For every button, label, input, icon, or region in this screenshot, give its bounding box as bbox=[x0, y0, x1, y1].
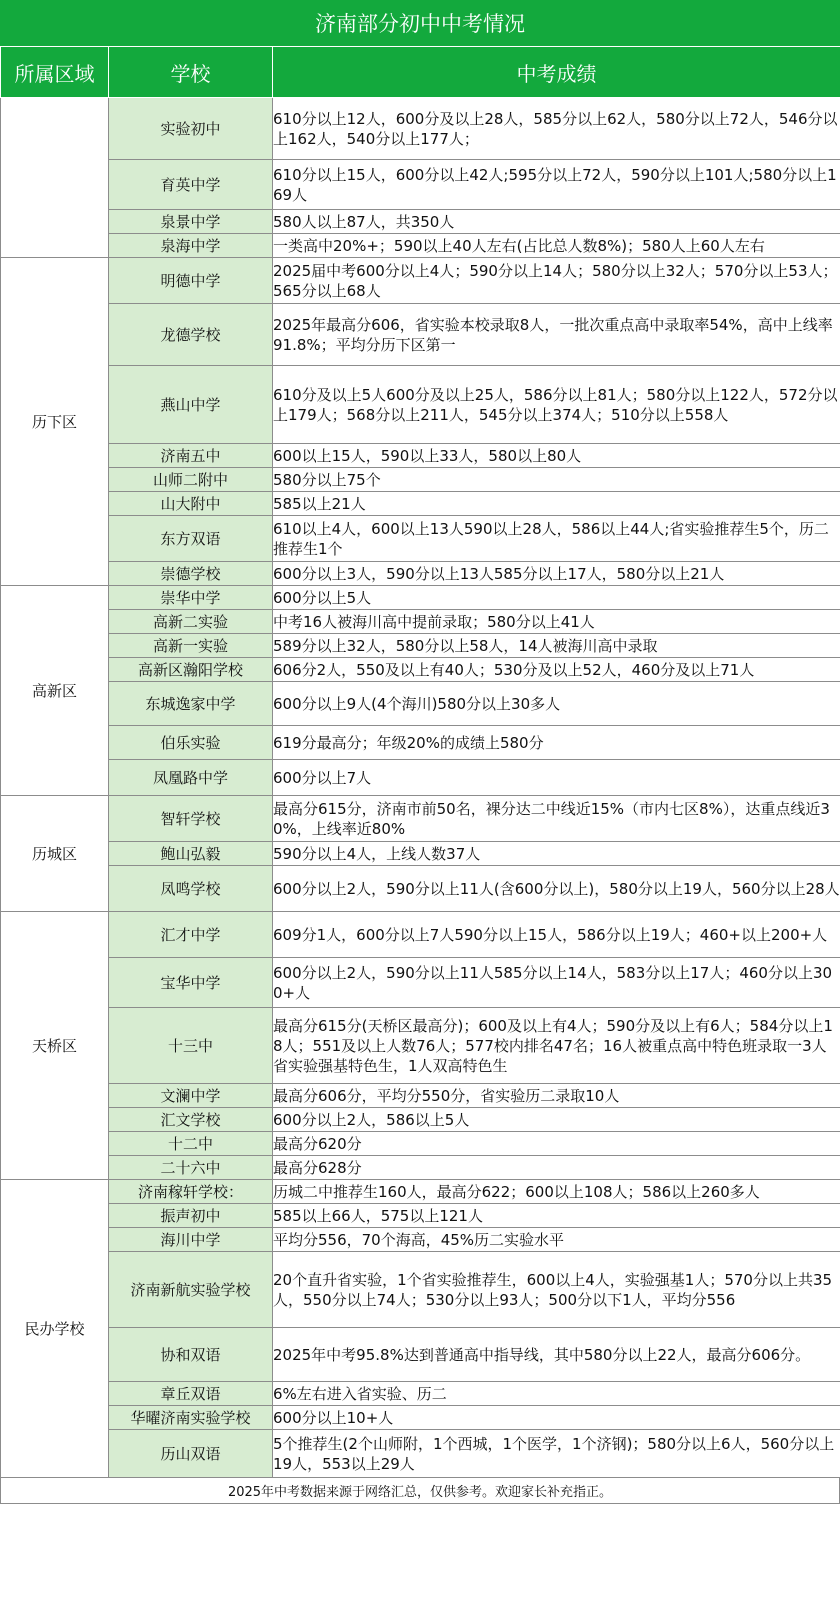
table-row bbox=[1, 366, 840, 444]
school-name-cell: 高新一实验 bbox=[109, 634, 273, 658]
district-cell: 历下区 bbox=[1, 258, 109, 586]
result-cell: 一类高中20%+；590以上40人左右(占比总人数8%)；580人上60人左右 bbox=[273, 234, 840, 258]
school-name-cell: 章丘双语 bbox=[109, 1382, 273, 1406]
result-cell: 600分以上10+人 bbox=[273, 1406, 840, 1430]
school-name-cell: 文澜中学 bbox=[109, 1084, 273, 1108]
result-cell: 619分最高分；年级20%的成绩上580分 bbox=[273, 726, 840, 760]
result-cell: 最高分615分，济南市前50名，裸分达二中线近15%（市内七区8%），达重点线近30%，上线率近80% bbox=[273, 796, 840, 842]
district-cell: 高新区 bbox=[1, 586, 109, 796]
result-cell: 历城二中推荐生160人，最高分622；600以上108人；586以上260多人 bbox=[273, 1180, 840, 1204]
result-cell: 585以上66人，575以上121人 bbox=[273, 1204, 840, 1228]
result-cell: 600分以上2人，586以上5人 bbox=[273, 1108, 840, 1132]
school-name-cell: 实验初中 bbox=[109, 98, 273, 160]
table-row bbox=[1, 610, 840, 634]
table-row bbox=[1, 1108, 840, 1132]
table-row bbox=[1, 1252, 840, 1328]
table-row bbox=[1, 258, 840, 304]
result-cell: 最高分628分 bbox=[273, 1156, 840, 1180]
school-column-header: 学校 bbox=[109, 47, 273, 98]
school-name-cell: 泉景中学 bbox=[109, 210, 273, 234]
table-row bbox=[1, 1180, 840, 1204]
school-name-cell: 汇文学校 bbox=[109, 1108, 273, 1132]
school-name-cell: 凤凰路中学 bbox=[109, 760, 273, 796]
school-name-cell: 泉海中学 bbox=[109, 234, 273, 258]
table-row bbox=[1, 1382, 840, 1406]
table-row bbox=[1, 444, 840, 468]
result-cell: 610分以上12人，600分及以上28人，585分以上62人，580分以上72人，546分以上162人，540分以上177人； bbox=[273, 98, 840, 160]
district-cell: 民办学校 bbox=[1, 1180, 109, 1478]
result-cell: 600分以上3人，590分以上13人585分以上17人，580分以上21人 bbox=[273, 562, 840, 586]
result-cell: 600分以上7人 bbox=[273, 760, 840, 796]
table-row bbox=[1, 1328, 840, 1382]
school-name-cell: 智轩学校 bbox=[109, 796, 273, 842]
table-row bbox=[1, 1228, 840, 1252]
school-name-cell: 济南稼轩学校： bbox=[109, 1180, 273, 1204]
table-row bbox=[1, 866, 840, 912]
school-name-cell: 山师二附中 bbox=[109, 468, 273, 492]
school-name-cell: 高新二实验 bbox=[109, 610, 273, 634]
school-name-cell: 历山双语 bbox=[109, 1430, 273, 1478]
table-row bbox=[1, 658, 840, 682]
table-row bbox=[1, 682, 840, 726]
header-row bbox=[1, 47, 840, 98]
result-cell: 606分2人，550及以上有40人；530分及以上52人，460分及以上71人 bbox=[273, 658, 840, 682]
table-row bbox=[1, 586, 840, 610]
result-cell: 610分以上15人，600分以上42人;595分以上72人，590分以上101人;580分以上169人 bbox=[273, 160, 840, 210]
school-name-cell: 崇华中学 bbox=[109, 586, 273, 610]
table-row bbox=[1, 1156, 840, 1180]
result-cell: 6%左右进入省实验、历二 bbox=[273, 1382, 840, 1406]
result-cell: 585以上21人 bbox=[273, 492, 840, 516]
school-name-cell: 十三中 bbox=[109, 1008, 273, 1084]
table-row bbox=[1, 98, 840, 160]
result-cell: 最高分615分(天桥区最高分)；600及以上有4人；590分及以上有6人；584分以上18人；551及以上人数76人；577校内排名47名；16人被重点高中特色班录取一3人省实验强基特色生，1人双高特色生 bbox=[273, 1008, 840, 1084]
result-cell: 600分以上2人，590分以上11人585分以上14人，583分以上17人；460分以上300+人 bbox=[273, 958, 840, 1008]
result-cell: 2025届中考600分以上4人；590分以上14人；580分以上32人；570分以上53人；565分以上68人 bbox=[273, 258, 840, 304]
result-cell: 2025年最高分606，省实验本校录取8人，一批次重点高中录取率54%，高中上线率91.8%；平均分历下区第一 bbox=[273, 304, 840, 366]
school-name-cell: 东方双语 bbox=[109, 516, 273, 562]
school-name-cell: 十二中 bbox=[109, 1132, 273, 1156]
table-row bbox=[1, 160, 840, 210]
school-name-cell: 东城逸家中学 bbox=[109, 682, 273, 726]
result-cell: 610分及以上5人600分及以上25人，586分以上81人；580分以上122人，572分以上179人；568分以上211人，545分以上374人；510分以上558人 bbox=[273, 366, 840, 444]
result-cell: 590分以上4人，上线人数37人 bbox=[273, 842, 840, 866]
school-name-cell: 振声初中 bbox=[109, 1204, 273, 1228]
result-cell: 2025年中考95.8%达到普通高中指导线，其中580分以上22人，最高分606分。 bbox=[273, 1328, 840, 1382]
result-cell: 580分以上75个 bbox=[273, 468, 840, 492]
table-row bbox=[1, 912, 840, 958]
table-row bbox=[1, 468, 840, 492]
district-cell: 历城区 bbox=[1, 796, 109, 912]
district-cell: 天桥区 bbox=[1, 912, 109, 1180]
table-row bbox=[1, 958, 840, 1008]
result-cell: 中考16人被海川高中提前录取；580分以上41人 bbox=[273, 610, 840, 634]
table-row bbox=[1, 304, 840, 366]
result-cell: 589分以上32人，580分以上58人，14人被海川高中录取 bbox=[273, 634, 840, 658]
school-name-cell: 华曜济南实验学校 bbox=[109, 1406, 273, 1430]
district-cell bbox=[1, 98, 109, 258]
table-row bbox=[1, 1204, 840, 1228]
school-name-cell: 高新区瀚阳学校 bbox=[109, 658, 273, 682]
result-column-header: 中考成绩 bbox=[273, 47, 840, 98]
result-cell: 5个推荐生(2个山师附，1个西城，1个医学，1个济钢)；580分以上6人，560分以上19人，553以上29人 bbox=[273, 1430, 840, 1478]
table-row bbox=[1, 796, 840, 842]
result-cell: 600分以上9人(4个海川)580分以上30多人 bbox=[273, 682, 840, 726]
table-row bbox=[1, 634, 840, 658]
table-row bbox=[1, 516, 840, 562]
result-cell: 600分以上2人，590分以上11人(含600分以上)，580分以上19人，560分以上28人 bbox=[273, 866, 840, 912]
school-name-cell: 鲍山弘毅 bbox=[109, 842, 273, 866]
table-header bbox=[1, 47, 840, 98]
table-row bbox=[1, 234, 840, 258]
result-cell: 580人以上87人，共350人 bbox=[273, 210, 840, 234]
table-row bbox=[1, 562, 840, 586]
school-name-cell: 济南新航实验学校 bbox=[109, 1252, 273, 1328]
school-name-cell: 崇德学校 bbox=[109, 562, 273, 586]
page-title: 济南部分初中中考情况 bbox=[0, 0, 840, 46]
table-body bbox=[1, 98, 840, 1478]
table-row bbox=[1, 726, 840, 760]
result-cell: 平均分556，70个海高，45%历二实验水平 bbox=[273, 1228, 840, 1252]
result-cell: 最高分606分，平均分550分，省实验历二录取10人 bbox=[273, 1084, 840, 1108]
school-name-cell: 燕山中学 bbox=[109, 366, 273, 444]
school-name-cell: 海川中学 bbox=[109, 1228, 273, 1252]
table-row bbox=[1, 1406, 840, 1430]
table-row bbox=[1, 1430, 840, 1478]
table-row bbox=[1, 210, 840, 234]
school-name-cell: 育英中学 bbox=[109, 160, 273, 210]
school-name-cell: 伯乐实验 bbox=[109, 726, 273, 760]
result-cell: 最高分620分 bbox=[273, 1132, 840, 1156]
school-name-cell: 明德中学 bbox=[109, 258, 273, 304]
table-row bbox=[1, 842, 840, 866]
district-column-header: 所属区域 bbox=[1, 47, 109, 98]
school-name-cell: 龙德学校 bbox=[109, 304, 273, 366]
result-cell: 610以上4人，600以上13人590以上28人，586以上44人;省实验推荐生5个，历二推荐生1个 bbox=[273, 516, 840, 562]
result-cell: 609分1人，600分以上7人590分以上15人，586分以上19人；460+以上200+人 bbox=[273, 912, 840, 958]
result-cell: 20个直升省实验，1个省实验推荐生，600以上4人，实验强基1人；570分以上共35人，550分以上74人；530分以上93人；500分以下1人，平均分556 bbox=[273, 1252, 840, 1328]
school-name-cell: 汇才中学 bbox=[109, 912, 273, 958]
school-name-cell: 宝华中学 bbox=[109, 958, 273, 1008]
school-name-cell: 山大附中 bbox=[109, 492, 273, 516]
school-name-cell: 凤鸣学校 bbox=[109, 866, 273, 912]
table-row bbox=[1, 760, 840, 796]
school-name-cell: 济南五中 bbox=[109, 444, 273, 468]
table-row bbox=[1, 1008, 840, 1084]
result-cell: 600以上15人，590以上33人，580以上80人 bbox=[273, 444, 840, 468]
table-row bbox=[1, 1132, 840, 1156]
table-row bbox=[1, 1084, 840, 1108]
school-name-cell: 协和双语 bbox=[109, 1328, 273, 1382]
school-name-cell: 二十六中 bbox=[109, 1156, 273, 1180]
table-row bbox=[1, 492, 840, 516]
score-table bbox=[0, 46, 840, 1478]
result-cell: 600分以上5人 bbox=[273, 586, 840, 610]
source-note: 2025年中考数据来源于网络汇总，仅供参考。欢迎家长补充指正。 bbox=[0, 1478, 840, 1504]
